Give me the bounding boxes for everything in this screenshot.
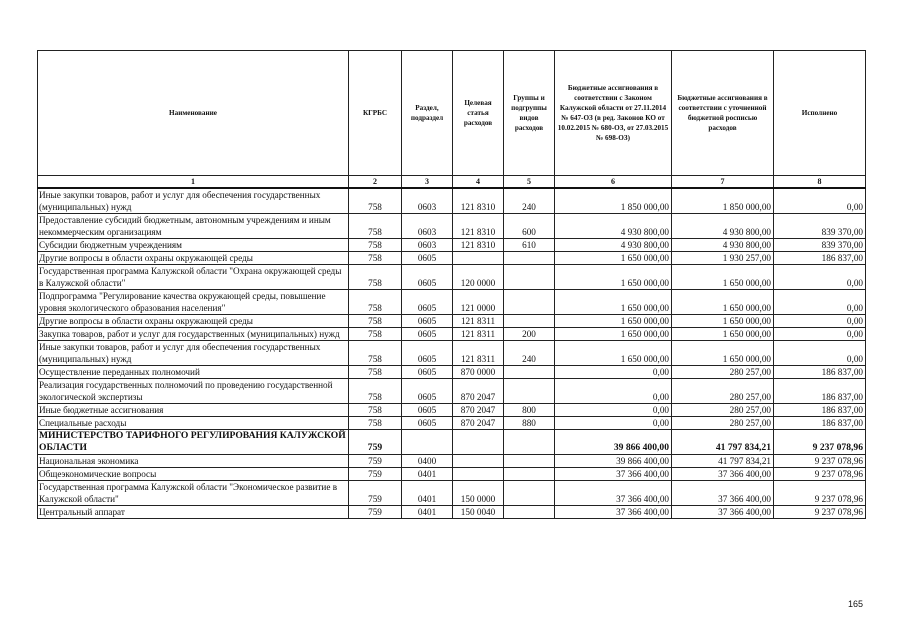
column-number: 8: [774, 176, 866, 189]
row-law-allocation: 4 930 800,00: [555, 214, 672, 239]
header-expense-group: Группы и подгруппы видов расходов: [504, 51, 555, 176]
row-executed: 186 837,00: [774, 379, 866, 404]
row-target-article: 121 8311: [453, 315, 504, 328]
row-kgrbs: 758: [349, 290, 402, 315]
row-law-allocation: 37 366 400,00: [555, 481, 672, 506]
column-number: 7: [672, 176, 774, 189]
row-executed: 186 837,00: [774, 366, 866, 379]
row-executed: 9 237 078,96: [774, 481, 866, 506]
row-target-article: 121 8310: [453, 214, 504, 239]
table-row: [38, 341, 866, 366]
row-target-article: 121 8311: [453, 328, 504, 341]
row-expense-group: [504, 366, 555, 379]
row-law-allocation: 37 366 400,00: [555, 506, 672, 519]
row-expense-group: 800: [504, 404, 555, 417]
row-section: 0605: [402, 265, 453, 290]
row-section: [402, 430, 453, 455]
row-refined-allocation: 41 797 834,21: [672, 430, 774, 455]
row-name: МИНИСТЕРСТВО ТАРИФНОГО РЕГУЛИРОВАНИЯ КАЛУЖСКОЙ ОБЛАСТИ: [38, 430, 349, 455]
row-expense-group: [504, 430, 555, 455]
table-row: [38, 506, 866, 519]
row-law-allocation: 0,00: [555, 366, 672, 379]
row-refined-allocation: 280 257,00: [672, 404, 774, 417]
column-number: 2: [349, 176, 402, 189]
column-number: 4: [453, 176, 504, 189]
row-refined-allocation: 37 366 400,00: [672, 481, 774, 506]
row-target-article: 870 2047: [453, 417, 504, 430]
row-section: 0603: [402, 214, 453, 239]
row-section: 0605: [402, 366, 453, 379]
column-number: 6: [555, 176, 672, 189]
row-executed: 0,00: [774, 315, 866, 328]
row-section: 0401: [402, 468, 453, 481]
table-row: [38, 468, 866, 481]
row-law-allocation: 1 650 000,00: [555, 265, 672, 290]
row-target-article: 150 0040: [453, 506, 504, 519]
row-name: Другие вопросы в области охраны окружающей среды: [38, 252, 349, 265]
row-expense-group: [504, 265, 555, 290]
row-target-article: [453, 430, 504, 455]
row-law-allocation: 39 866 400,00: [555, 455, 672, 468]
row-law-allocation: 1 650 000,00: [555, 341, 672, 366]
row-section: 0605: [402, 404, 453, 417]
row-kgrbs: 758: [349, 328, 402, 341]
row-law-allocation: 0,00: [555, 417, 672, 430]
row-kgrbs: 758: [349, 252, 402, 265]
table-row: [38, 290, 866, 315]
row-target-article: 121 8310: [453, 188, 504, 214]
row-name: Государственная программа Калужской области "Экономическое развитие в Калужской области": [38, 481, 349, 506]
row-refined-allocation: 1 650 000,00: [672, 265, 774, 290]
column-number: 1: [38, 176, 349, 189]
row-expense-group: [504, 506, 555, 519]
row-section: 0605: [402, 328, 453, 341]
row-executed: 186 837,00: [774, 252, 866, 265]
row-target-article: [453, 468, 504, 481]
table-row: [38, 430, 866, 455]
row-executed: 9 237 078,96: [774, 455, 866, 468]
row-name: Субсидии бюджетным учреждениям: [38, 239, 349, 252]
row-law-allocation: 0,00: [555, 379, 672, 404]
row-name: Другие вопросы в области охраны окружающей среды: [38, 315, 349, 328]
page-number: 165: [848, 599, 864, 609]
row-refined-allocation: 1 650 000,00: [672, 328, 774, 341]
header-target-article: Целевая статья расходов: [453, 51, 504, 176]
row-executed: 0,00: [774, 265, 866, 290]
table-row: [38, 252, 866, 265]
row-kgrbs: 758: [349, 366, 402, 379]
header-executed: Исполнено: [774, 51, 866, 176]
row-name: Общеэкономические вопросы: [38, 468, 349, 481]
row-kgrbs: 758: [349, 265, 402, 290]
row-kgrbs: 758: [349, 315, 402, 328]
row-expense-group: 610: [504, 239, 555, 252]
row-kgrbs: 758: [349, 188, 402, 214]
row-kgrbs: 758: [349, 404, 402, 417]
row-name: Иные закупки товаров, работ и услуг для обеспечения государственных (муниципальных) нужд: [38, 341, 349, 366]
row-kgrbs: 759: [349, 468, 402, 481]
row-refined-allocation: 41 797 834,21: [672, 455, 774, 468]
row-refined-allocation: 280 257,00: [672, 417, 774, 430]
table-row: [38, 455, 866, 468]
row-kgrbs: 759: [349, 506, 402, 519]
row-target-article: [453, 252, 504, 265]
table-row: [38, 404, 866, 417]
row-target-article: 870 0000: [453, 366, 504, 379]
row-name: Специальные расходы: [38, 417, 349, 430]
row-target-article: 870 2047: [453, 404, 504, 417]
row-refined-allocation: 4 930 800,00: [672, 239, 774, 252]
row-executed: 9 237 078,96: [774, 430, 866, 455]
row-law-allocation: 1 650 000,00: [555, 328, 672, 341]
row-executed: 839 370,00: [774, 239, 866, 252]
row-refined-allocation: 37 366 400,00: [672, 468, 774, 481]
row-expense-group: 880: [504, 417, 555, 430]
table-row: [38, 417, 866, 430]
header-section: Раздел, подраздел: [402, 51, 453, 176]
row-law-allocation: 0,00: [555, 404, 672, 417]
row-target-article: 150 0000: [453, 481, 504, 506]
row-expense-group: 200: [504, 328, 555, 341]
row-expense-group: [504, 481, 555, 506]
row-target-article: [453, 455, 504, 468]
row-name: Национальная экономика: [38, 455, 349, 468]
row-refined-allocation: 1 930 257,00: [672, 252, 774, 265]
row-executed: 0,00: [774, 341, 866, 366]
row-law-allocation: 39 866 400,00: [555, 430, 672, 455]
table-row: [38, 188, 866, 214]
row-kgrbs: 759: [349, 481, 402, 506]
row-section: 0605: [402, 341, 453, 366]
row-expense-group: 240: [504, 188, 555, 214]
header-refined-allocations: Бюджетные ассигнования в соответствии с уточненной бюджетной росписью расходов: [672, 51, 774, 176]
row-executed: 0,00: [774, 290, 866, 315]
row-executed: 186 837,00: [774, 417, 866, 430]
row-section: 0401: [402, 481, 453, 506]
table-row: [38, 366, 866, 379]
row-section: 0401: [402, 506, 453, 519]
row-section: 0400: [402, 455, 453, 468]
row-name: Иные бюджетные ассигнования: [38, 404, 349, 417]
row-section: 0605: [402, 290, 453, 315]
row-section: 0605: [402, 315, 453, 328]
row-section: 0605: [402, 252, 453, 265]
row-name: Подпрограмма "Регулирование качества окружающей среды, повышение уровня экологического образования населения": [38, 290, 349, 315]
row-law-allocation: 37 366 400,00: [555, 468, 672, 481]
header-row: [38, 51, 866, 176]
row-name: Государственная программа Калужской области "Охрана окружающей среды в Калужской области": [38, 265, 349, 290]
row-expense-group: 600: [504, 214, 555, 239]
header-kgrbs: КГРБС: [349, 51, 402, 176]
row-target-article: 121 8311: [453, 341, 504, 366]
row-executed: 9 237 078,96: [774, 506, 866, 519]
table-row: [38, 315, 866, 328]
table-row: [38, 379, 866, 404]
row-expense-group: [504, 290, 555, 315]
row-kgrbs: 758: [349, 379, 402, 404]
budget-execution-table: [37, 50, 866, 519]
row-kgrbs: 758: [349, 239, 402, 252]
row-kgrbs: 759: [349, 430, 402, 455]
row-name: Закупка товаров, работ и услуг для государственных (муниципальных) нужд: [38, 328, 349, 341]
row-kgrbs: 758: [349, 341, 402, 366]
row-expense-group: [504, 468, 555, 481]
row-executed: 839 370,00: [774, 214, 866, 239]
row-law-allocation: 1 850 000,00: [555, 188, 672, 214]
row-kgrbs: 759: [349, 455, 402, 468]
header-name: Наименование: [38, 51, 349, 176]
row-law-allocation: 4 930 800,00: [555, 239, 672, 252]
row-name: Реализация государственных полномочий по проведению государственной экологической экспертизы: [38, 379, 349, 404]
row-section: 0605: [402, 417, 453, 430]
row-name: Центральный аппарат: [38, 506, 349, 519]
row-expense-group: [504, 379, 555, 404]
table-row: [38, 481, 866, 506]
row-section: 0603: [402, 188, 453, 214]
row-refined-allocation: 1 850 000,00: [672, 188, 774, 214]
row-section: 0603: [402, 239, 453, 252]
row-expense-group: [504, 315, 555, 328]
row-section: 0605: [402, 379, 453, 404]
row-refined-allocation: 1 650 000,00: [672, 341, 774, 366]
row-expense-group: [504, 252, 555, 265]
row-refined-allocation: 1 650 000,00: [672, 315, 774, 328]
table-row: [38, 214, 866, 239]
row-refined-allocation: 1 650 000,00: [672, 290, 774, 315]
row-refined-allocation: 280 257,00: [672, 366, 774, 379]
table-row: [38, 328, 866, 341]
row-executed: 0,00: [774, 328, 866, 341]
table-row: [38, 239, 866, 252]
row-name: Осуществление переданных полномочий: [38, 366, 349, 379]
row-name: Предоставление субсидий бюджетным, автономным учреждениям и иным некоммерческим организациям: [38, 214, 349, 239]
row-executed: 0,00: [774, 188, 866, 214]
row-target-article: 870 2047: [453, 379, 504, 404]
table-row: [38, 265, 866, 290]
row-name: Иные закупки товаров, работ и услуг для обеспечения государственных (муниципальных) нужд: [38, 188, 349, 214]
header-law-allocations: Бюджетные ассигнования в соответствии с Законом Калужской области от 27.11.2014 № 647-ОЗ (в ред. Законов КО от 10.02.2015 № 680-ОЗ, от 27.03.2015 № 698-ОЗ): [555, 51, 672, 176]
row-refined-allocation: 4 930 800,00: [672, 214, 774, 239]
column-number-row: [38, 176, 866, 189]
row-expense-group: 240: [504, 341, 555, 366]
row-law-allocation: 1 650 000,00: [555, 290, 672, 315]
row-law-allocation: 1 650 000,00: [555, 315, 672, 328]
column-number: 5: [504, 176, 555, 189]
row-expense-group: [504, 455, 555, 468]
row-kgrbs: 758: [349, 214, 402, 239]
row-executed: 186 837,00: [774, 404, 866, 417]
row-target-article: 121 8310: [453, 239, 504, 252]
row-law-allocation: 1 650 000,00: [555, 252, 672, 265]
row-target-article: 120 0000: [453, 265, 504, 290]
row-kgrbs: 758: [349, 417, 402, 430]
row-executed: 9 237 078,96: [774, 468, 866, 481]
row-refined-allocation: 37 366 400,00: [672, 506, 774, 519]
column-number: 3: [402, 176, 453, 189]
row-refined-allocation: 280 257,00: [672, 379, 774, 404]
row-target-article: 121 0000: [453, 290, 504, 315]
